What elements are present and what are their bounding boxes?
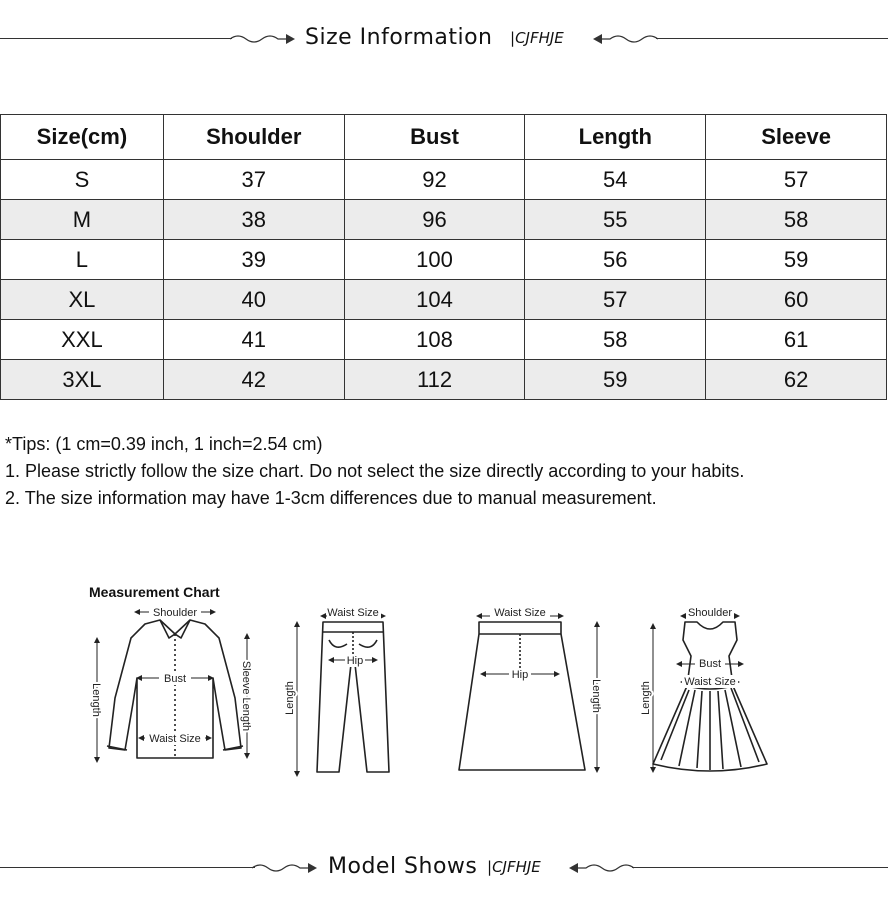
table-cell: 100	[344, 240, 525, 280]
table-cell: 41	[163, 320, 344, 360]
measurement-chart-drawings	[85, 578, 785, 778]
size-tips	[5, 431, 744, 512]
table-cell: 58	[525, 320, 706, 360]
table-cell: 62	[706, 360, 887, 400]
table-cell: 42	[163, 360, 344, 400]
table-cell: 55	[525, 200, 706, 240]
ornament-left-icon	[228, 29, 298, 49]
table-cell: 3XL	[1, 360, 164, 400]
table-cell: 56	[525, 240, 706, 280]
column-header: Sleeve	[706, 115, 887, 160]
skirt-hip-label: Hip	[511, 669, 529, 681]
column-header: Length	[525, 115, 706, 160]
column-header: Shoulder	[163, 115, 344, 160]
table-cell: 104	[344, 280, 525, 320]
tip-line: 1. Please strictly follow the size chart. Do not select the size directly according to your habits.	[5, 461, 745, 481]
section-title: Size Information	[305, 25, 493, 50]
table-cell: 61	[706, 320, 887, 360]
skirt-length-label: Length	[590, 679, 602, 713]
dress-bust-label: Bust	[698, 658, 722, 670]
table-cell: 58	[706, 200, 887, 240]
column-header: Size(cm)	[1, 115, 164, 160]
tip-line: 2. The size information may have 1-3cm differences due to manual measurement.	[5, 488, 657, 508]
tip-line: *Tips: (1 cm=0.39 inch, 1 inch=2.54 cm)	[5, 434, 323, 454]
table-row	[1, 200, 887, 240]
table-cell: S	[1, 160, 164, 200]
table-cell: 59	[525, 360, 706, 400]
skirt-waist-label: Waist Size	[494, 607, 546, 619]
shirt-bust-label: Bust	[163, 673, 187, 685]
table-cell: 39	[163, 240, 344, 280]
table-cell: 54	[525, 160, 706, 200]
table-cell: XL	[1, 280, 164, 320]
header-rule-left	[0, 38, 232, 39]
size-information-header	[0, 24, 888, 54]
dress-length-label: Length	[640, 681, 652, 715]
table-cell: 108	[344, 320, 525, 360]
brand-label: |CJFHJE	[510, 29, 564, 47]
table-row	[1, 280, 887, 320]
table-cell: 38	[163, 200, 344, 240]
header-rule-right	[656, 38, 888, 39]
pants-icon	[317, 622, 389, 772]
measurement-chart-title: Measurement Chart	[89, 584, 220, 600]
size-table	[0, 114, 887, 400]
table-cell: 57	[706, 160, 887, 200]
column-header: Bust	[344, 115, 525, 160]
table-cell: L	[1, 240, 164, 280]
table-cell: 96	[344, 200, 525, 240]
table-cell: 59	[706, 240, 887, 280]
table-cell: 57	[525, 280, 706, 320]
table-row	[1, 360, 887, 400]
dress-icon	[653, 622, 767, 771]
shirt-shoulder-label: Shoulder	[152, 607, 198, 619]
table-cell: 92	[344, 160, 525, 200]
pants-length-label: Length	[284, 681, 296, 715]
dress-shoulder-label: Shoulder	[687, 607, 733, 619]
table-header-row	[1, 115, 887, 160]
pants-hip-label: Hip	[346, 655, 364, 667]
model-shows-header	[0, 853, 888, 883]
ornament-right-icon	[566, 858, 636, 878]
table-cell: XXL	[1, 320, 164, 360]
shirt-length-label: Length	[90, 683, 102, 717]
table-cell: 40	[163, 280, 344, 320]
table-row	[1, 320, 887, 360]
dress-waist-label: Waist Size	[684, 676, 736, 688]
table-cell: 112	[344, 360, 525, 400]
shirt-waist-label: Waist Size	[149, 733, 201, 745]
pants-waist-label: Waist Size	[327, 607, 379, 619]
table-cell: 37	[163, 160, 344, 200]
header-rule-left	[0, 867, 255, 868]
table-row	[1, 240, 887, 280]
header-rule-right	[632, 867, 888, 868]
table-row	[1, 160, 887, 200]
skirt-icon	[459, 622, 585, 770]
ornament-left-icon	[250, 858, 320, 878]
shirt-sleeve-label: Sleeve Length	[240, 660, 252, 732]
table-cell: M	[1, 200, 164, 240]
section-title: Model Shows	[328, 854, 478, 879]
measurement-chart	[85, 578, 785, 778]
ornament-right-icon	[590, 29, 660, 49]
brand-label: |CJFHJE	[487, 858, 541, 876]
table-cell: 60	[706, 280, 887, 320]
